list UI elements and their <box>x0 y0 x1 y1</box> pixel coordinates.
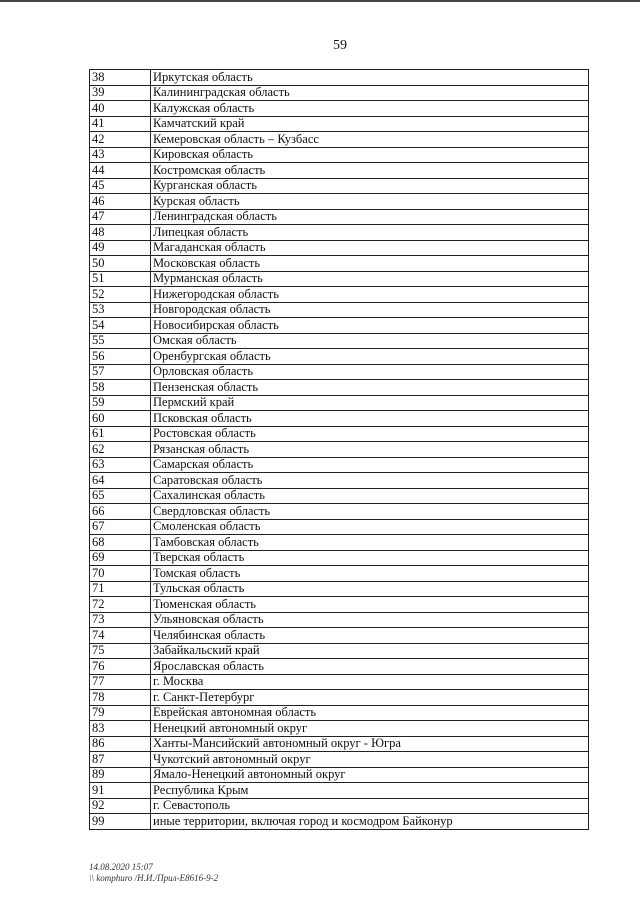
table-row <box>90 643 589 659</box>
region-code-cell: 48 <box>90 225 151 241</box>
region-code-cell: 58 <box>90 380 151 396</box>
region-name-cell: Ярославская область <box>151 659 589 675</box>
region-code-cell: 53 <box>90 302 151 318</box>
region-code-cell: 50 <box>90 256 151 272</box>
region-name-cell: Челябинская область <box>151 628 589 644</box>
region-name-cell: Рязанская область <box>151 442 589 458</box>
table-row <box>90 767 589 783</box>
region-name-cell: Московская область <box>151 256 589 272</box>
table-row <box>90 318 589 334</box>
region-name-cell: Тверская область <box>151 550 589 566</box>
table-row <box>90 147 589 163</box>
table-row <box>90 380 589 396</box>
region-name-cell: Забайкальский край <box>151 643 589 659</box>
regions-table <box>89 69 589 830</box>
region-name-cell: Тульская область <box>151 581 589 597</box>
region-name-cell: Саратовская область <box>151 473 589 489</box>
region-code-cell: 75 <box>90 643 151 659</box>
region-code-cell: 54 <box>90 318 151 334</box>
region-name-cell: Ульяновская область <box>151 612 589 628</box>
region-name-cell: Ленинградская область <box>151 209 589 225</box>
region-name-cell: Самарская область <box>151 457 589 473</box>
region-name-cell: Липецкая область <box>151 225 589 241</box>
region-name-cell: Орловская область <box>151 364 589 380</box>
table-row <box>90 209 589 225</box>
region-code-cell: 91 <box>90 783 151 799</box>
region-name-cell: Сахалинская область <box>151 488 589 504</box>
region-name-cell: Костромская область <box>151 163 589 179</box>
region-code-cell: 72 <box>90 597 151 613</box>
region-name-cell: Республика Крым <box>151 783 589 799</box>
region-name-cell: Магаданская область <box>151 240 589 256</box>
region-code-cell: 59 <box>90 395 151 411</box>
table-row <box>90 395 589 411</box>
region-code-cell: 52 <box>90 287 151 303</box>
region-code-cell: 86 <box>90 736 151 752</box>
table-row <box>90 659 589 675</box>
region-code-cell: 70 <box>90 566 151 582</box>
region-code-cell: 51 <box>90 271 151 287</box>
table-row <box>90 705 589 721</box>
table-row <box>90 488 589 504</box>
table-row <box>90 287 589 303</box>
page-number: 59 <box>333 38 347 53</box>
region-name-cell: Томская область <box>151 566 589 582</box>
region-code-cell: 39 <box>90 85 151 101</box>
region-code-cell: 43 <box>90 147 151 163</box>
region-name-cell: Смоленская область <box>151 519 589 535</box>
region-name-cell: Калининградская область <box>151 85 589 101</box>
table-row <box>90 271 589 287</box>
table-row <box>90 411 589 427</box>
top-border-line <box>0 0 640 2</box>
region-name-cell: Еврейская автономная область <box>151 705 589 721</box>
table-row <box>90 581 589 597</box>
region-code-cell: 79 <box>90 705 151 721</box>
region-name-cell: Тюменская область <box>151 597 589 613</box>
region-name-cell: иные территории, включая город и космодром Байконур <box>151 814 589 830</box>
table-row <box>90 690 589 706</box>
region-name-cell: Кемеровская область – Кузбасс <box>151 132 589 148</box>
region-code-cell: 78 <box>90 690 151 706</box>
table-row <box>90 628 589 644</box>
table-row <box>90 457 589 473</box>
table-row <box>90 566 589 582</box>
table-row <box>90 783 589 799</box>
region-name-cell: г. Москва <box>151 674 589 690</box>
table-row <box>90 814 589 830</box>
region-name-cell: Свердловская область <box>151 504 589 520</box>
table-row <box>90 70 589 86</box>
region-code-cell: 89 <box>90 767 151 783</box>
region-code-cell: 46 <box>90 194 151 210</box>
region-code-cell: 56 <box>90 349 151 365</box>
region-name-cell: г. Санкт-Петербург <box>151 690 589 706</box>
region-name-cell: Новосибирская область <box>151 318 589 334</box>
region-code-cell: 55 <box>90 333 151 349</box>
region-code-cell: 47 <box>90 209 151 225</box>
region-name-cell: Калужская область <box>151 101 589 117</box>
region-name-cell: Пензенская область <box>151 380 589 396</box>
region-code-cell: 92 <box>90 798 151 814</box>
region-code-cell: 40 <box>90 101 151 117</box>
table-row <box>90 752 589 768</box>
table-row <box>90 798 589 814</box>
table-row <box>90 178 589 194</box>
region-code-cell: 38 <box>90 70 151 86</box>
table-row <box>90 426 589 442</box>
region-name-cell: Пермский край <box>151 395 589 411</box>
region-code-cell: 64 <box>90 473 151 489</box>
table-row <box>90 225 589 241</box>
region-code-cell: 44 <box>90 163 151 179</box>
region-name-cell: Чукотский автономный округ <box>151 752 589 768</box>
table-row <box>90 240 589 256</box>
region-name-cell: Омская область <box>151 333 589 349</box>
region-name-cell: Нижегородская область <box>151 287 589 303</box>
region-name-cell: Иркутская область <box>151 70 589 86</box>
region-code-cell: 71 <box>90 581 151 597</box>
table-row <box>90 333 589 349</box>
region-code-cell: 67 <box>90 519 151 535</box>
region-code-cell: 57 <box>90 364 151 380</box>
region-name-cell: Тамбовская область <box>151 535 589 551</box>
table-row <box>90 349 589 365</box>
table-row <box>90 132 589 148</box>
region-code-cell: 60 <box>90 411 151 427</box>
region-name-cell: Курганская область <box>151 178 589 194</box>
region-name-cell: Новгородская область <box>151 302 589 318</box>
region-code-cell: 77 <box>90 674 151 690</box>
region-name-cell: Ямало-Ненецкий автономный округ <box>151 767 589 783</box>
table-row <box>90 612 589 628</box>
table-row <box>90 674 589 690</box>
table-row <box>90 736 589 752</box>
table-row <box>90 535 589 551</box>
region-code-cell: 63 <box>90 457 151 473</box>
region-code-cell: 45 <box>90 178 151 194</box>
region-name-cell: Кировская область <box>151 147 589 163</box>
region-name-cell: Курская область <box>151 194 589 210</box>
region-name-cell: Оренбургская область <box>151 349 589 365</box>
region-code-cell: 99 <box>90 814 151 830</box>
region-name-cell: Камчатский край <box>151 116 589 132</box>
region-name-cell: Псковская область <box>151 411 589 427</box>
table-row <box>90 302 589 318</box>
table-row <box>90 85 589 101</box>
regions-table-body <box>90 70 589 830</box>
table-row <box>90 116 589 132</box>
region-name-cell: Ростовская область <box>151 426 589 442</box>
footer-file-path: \\ komphuro /Н.И./Прил-Е8616-9-2 <box>89 873 219 883</box>
table-row <box>90 194 589 210</box>
table-row <box>90 256 589 272</box>
region-code-cell: 87 <box>90 752 151 768</box>
region-code-cell: 73 <box>90 612 151 628</box>
table-row <box>90 721 589 737</box>
table-row <box>90 442 589 458</box>
region-code-cell: 74 <box>90 628 151 644</box>
region-code-cell: 66 <box>90 504 151 520</box>
table-row <box>90 504 589 520</box>
region-code-cell: 83 <box>90 721 151 737</box>
region-code-cell: 41 <box>90 116 151 132</box>
table-row <box>90 364 589 380</box>
region-code-cell: 42 <box>90 132 151 148</box>
table-row <box>90 519 589 535</box>
footer-timestamp: 14.08.2020 15:07 <box>89 862 153 872</box>
region-name-cell: г. Севастополь <box>151 798 589 814</box>
table-row <box>90 597 589 613</box>
table-row <box>90 550 589 566</box>
region-name-cell: Ненецкий автономный округ <box>151 721 589 737</box>
table-row <box>90 101 589 117</box>
document-footer <box>89 862 218 884</box>
region-code-cell: 76 <box>90 659 151 675</box>
region-name-cell: Мурманская область <box>151 271 589 287</box>
region-code-cell: 65 <box>90 488 151 504</box>
region-name-cell: Ханты-Мансийский автономный округ - Югра <box>151 736 589 752</box>
region-code-cell: 69 <box>90 550 151 566</box>
region-code-cell: 62 <box>90 442 151 458</box>
region-code-cell: 49 <box>90 240 151 256</box>
region-code-cell: 68 <box>90 535 151 551</box>
table-row <box>90 163 589 179</box>
region-code-cell: 61 <box>90 426 151 442</box>
table-row <box>90 473 589 489</box>
